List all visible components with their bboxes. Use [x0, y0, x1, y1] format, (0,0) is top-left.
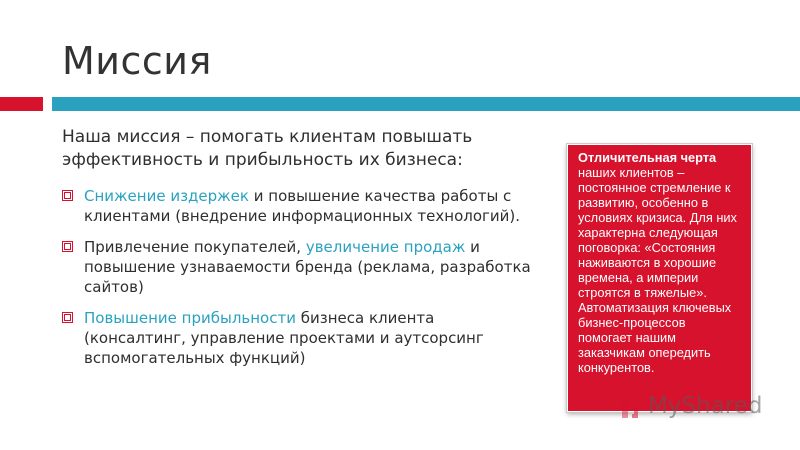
header-bar-blue	[52, 97, 800, 111]
callout-heading: Отличительная черта	[578, 150, 717, 165]
bullet-highlight: увеличение продаж	[305, 238, 466, 256]
bullet-text: и повышение качества работы с клиентами (внедрение информационных технологий).	[84, 187, 521, 225]
square-bullet-icon	[64, 314, 71, 321]
square-bullet-icon	[64, 243, 71, 250]
bullet-list	[62, 186, 532, 379]
header-bar-red	[0, 97, 43, 111]
callout-body: наших клиентов – постоянное стремление к развитию, особенно в условиях кризиса. Для них характерна следующая поговорка: «Состояния наживаются в хорошие времена, а империи строятся в тяжелые». Автоматизация ключевых бизнес-процессов помогает нашим заказчикам опередить конкурентов.	[578, 165, 737, 375]
slide-title: Миссия	[62, 39, 212, 83]
watermark-text: MyShared	[648, 393, 763, 419]
bullet-text: бизнеса клиента (консалтинг, управление проектами и аутсорсинг вспомогательных функций)	[84, 309, 484, 367]
list-item	[62, 237, 532, 297]
bullet-prefix: Привлечение покупателей,	[84, 238, 306, 256]
list-item	[62, 186, 532, 226]
bullet-highlight: Повышение прибыльности	[84, 309, 296, 327]
list-item	[62, 308, 532, 368]
square-bullet-icon	[64, 192, 71, 199]
mission-statement: Наша миссия – помогать клиентам повышать эффективность и прибыльность их бизнеса:	[62, 127, 473, 170]
bullet-highlight: Снижение издержек	[84, 187, 249, 205]
callout-text	[578, 150, 742, 375]
callout-box	[567, 144, 752, 412]
watermark	[618, 392, 768, 420]
watermark-logo-icon	[618, 396, 642, 420]
bullet-text: и повышение узнаваемости бренда (реклама, разработка сайтов)	[84, 238, 531, 296]
